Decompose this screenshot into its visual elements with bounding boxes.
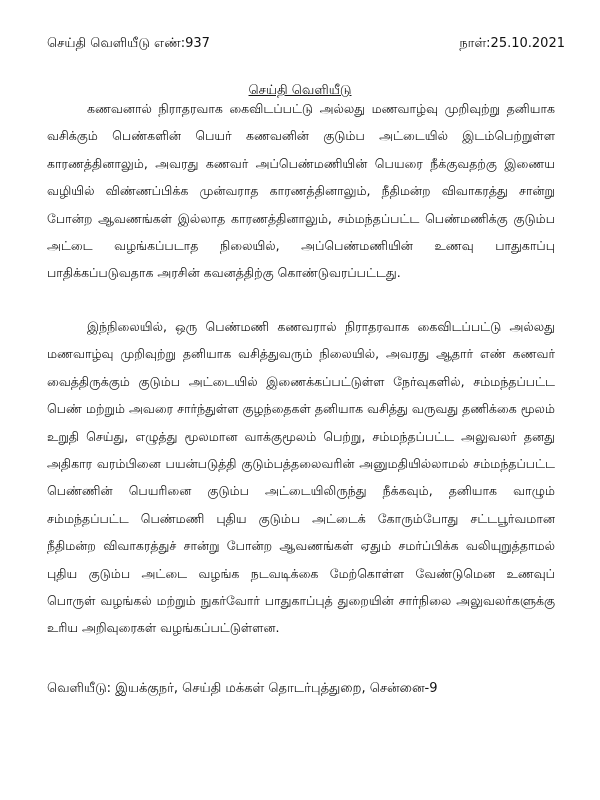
release-date: நாள்:25.10.2021 xyxy=(459,36,565,51)
paragraph-1: கணவனால் நிராதரவாக கைவிடப்பட்டு அல்லது மணவாழ்வு முறிவுற்று தனியாக வசிக்கும் பெண்களின் பெயர் கணவனின் குடும்ப அட்டையில் இடம்பெற்றுள்ள காரணத்தினாலும், அவரது கணவர் அப்பெண்மணியின் பெயரை நீக்குவதற்கு இணைய வழியில் விண்ணப்பிக்க முன்வராத காரணத்தினாலும், நீதிமன்ற விவாகரத்து சான்று போன்ற ஆவணங்கள் இல்லாத காரணத்தினாலும், சம்மந்தப்பட்ட பெண்மணிக்கு குடும்ப அட்டை வழங்கப்படாத நிலையில், அப்பெண்மணியின் உணவு பாதுகாப்பு பாதிக்கப்படுவதாக அரசின் கவனத்திற்கு கொண்டுவரப்பட்டது. xyxy=(47,101,555,281)
paragraph-2: இந்நிலையில், ஒரு பெண்மணி கணவரால் நிராதரவாக கைவிடப்பட்டு அல்லது மணவாழ்வு முறிவுற்று தனியாக வசித்துவரும் நிலையில், அவரது ஆதார் எண் கணவர் வைத்திருக்கும் குடும்ப அட்டையில் இணைக்கப்பட்டுள்ள நேர்வுகளில், சம்மந்தப்பட்ட பெண் மற்றும் அவரை சார்ந்துள்ள குழந்தைகள் தனியாக வசித்து வருவது தணிக்கை மூலம் உறுதி செய்து, எழுத்து மூலமான வாக்குமூலம் பெற்று, சம்மந்தப்பட்ட அலுவலர் தனது அதிகார வரம்பினை பயன்படுத்தி குடும்பத்தலைவரின் அனுமதியில்லாமல் சம்மந்தப்பட்ட பெண்ணின் பெயரினை குடும்ப அட்டையிலிருந்து நீக்கவும், தனியாக வாழும் சம்மந்தப்பட்ட பெண்மணி புதிய குடும்ப அட்டைக் கோரும்போது சட்டபூர்வமான நீதிமன்ற விவாகரத்துச் சான்று போன்ற ஆவணங்கள் ஏதும் சமர்ப்பிக்க வலியுறுத்தாமல் புதிய குடும்ப அட்டை வழங்க நடவடிக்கை மேற்கொள்ள வேண்டுமென உணவுப் பொருள் வழங்கல் மற்றும் நுகர்வோர் பாதுகாப்புத் துறையின் சார்நிலை அலுவலர்களுக்கு உரிய அறிவுரைகள் வழங்கப்பட்டுள்ளன. xyxy=(47,319,555,636)
release-number: செய்தி வெளியீடு எண்:937 xyxy=(47,36,210,51)
publisher-footer: வெளியீடு: இயக்குநர், செய்தி மக்கள் தொடர்புத்துறை, சென்னை-9 xyxy=(47,681,438,696)
document-title: செய்தி வெளியீடு xyxy=(248,83,352,98)
